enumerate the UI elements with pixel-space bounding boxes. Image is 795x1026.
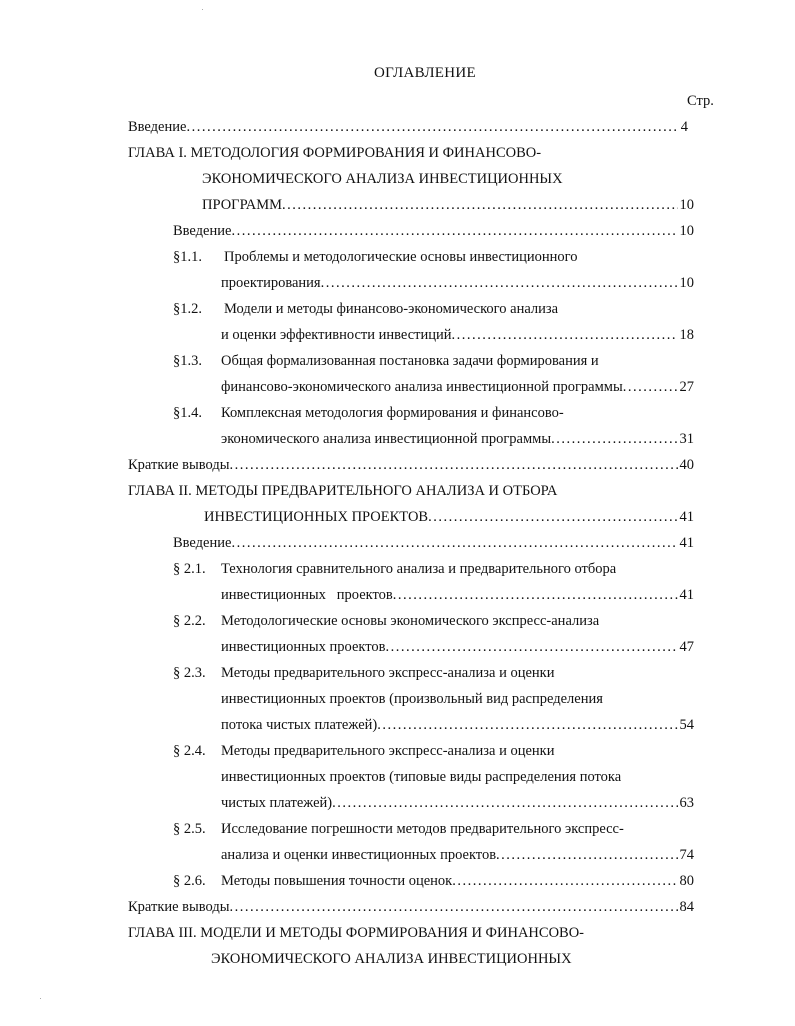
leader-dots (186, 118, 678, 136)
toc-entry-page: 40 (679, 457, 694, 473)
toc-entry-page: 10 (679, 223, 694, 239)
toc-entry-chapter-1[interactable] (202, 196, 694, 214)
leader-dots (452, 872, 677, 890)
toc-entry-intro[interactable] (128, 118, 688, 136)
section-number: § 2.1. (173, 561, 206, 577)
leader-dots (428, 508, 677, 526)
toc-entry-page: 74 (679, 847, 694, 863)
section-2-1-title[interactable]: Технология сравнительного анализа и предварительного отбора (221, 561, 617, 577)
section-2-5-title[interactable]: Исследование погрешности методов предварительного экспресс- (221, 821, 624, 837)
section-2-3-title-cont[interactable]: инвестиционных проектов (произвольный вид распределения (221, 691, 603, 707)
toc-entry-page: 41 (679, 535, 694, 551)
toc-entry-ch1-summary[interactable] (128, 456, 694, 474)
toc-entry-section-1-4[interactable] (221, 430, 694, 448)
section-number: §1.3. (173, 353, 202, 369)
toc-entry-label: финансово-экономического анализа инвестиционной программы (221, 379, 623, 395)
leader-dots (282, 196, 677, 214)
section-2-2-title[interactable]: Методологические основы экономического экспресс-анализа (221, 613, 600, 629)
page-column-label: Стр. (687, 93, 714, 109)
toc-entry-ch2-intro[interactable] (173, 534, 694, 552)
leader-dots (332, 794, 677, 812)
toc-entry-label: экономического анализа инвестиционной программы (221, 431, 552, 447)
leader-dots (231, 534, 677, 552)
toc-entry-ch1-intro[interactable] (173, 222, 694, 240)
toc-entry-label: проектирования (221, 275, 321, 291)
chapter-3-heading-cont[interactable]: ЭКОНОМИЧЕСКОГО АНАЛИЗА ИНВЕСТИЦИОННЫХ (211, 951, 572, 967)
toc-entry-page: 41 (679, 509, 694, 525)
toc-entry-label: Введение (173, 223, 232, 239)
toc-entry-label: Введение (128, 119, 187, 135)
toc-entry-chapter-2[interactable] (204, 508, 694, 526)
toc-entry-label: и оценки эффективности инвестиций (221, 327, 452, 343)
leader-dots (229, 456, 677, 474)
toc-entry-page: 10 (679, 197, 694, 213)
toc-entry-label: Методы повышения точности оценок (221, 873, 453, 889)
toc-entry-label: инвестиционных проектов (221, 587, 393, 603)
toc-entry-ch2-summary[interactable] (128, 898, 694, 916)
leader-dots (623, 378, 678, 396)
leader-dots (393, 586, 678, 604)
section-1-3-title[interactable]: Общая формализованная постановка задачи формирования и (221, 353, 599, 369)
scan-speck (202, 9, 203, 10)
chapter-1-heading[interactable]: ГЛАВА I. МЕТОДОЛОГИЯ ФОРМИРОВАНИЯ И ФИНАНСОВО- (128, 145, 542, 161)
section-1-1-title[interactable]: Проблемы и методологические основы инвестиционного (224, 249, 578, 265)
section-number: § 2.3. (173, 665, 206, 681)
scan-speck (40, 998, 41, 999)
toc-entry-page: 41 (679, 587, 694, 603)
chapter-2-heading[interactable]: ГЛАВА II. МЕТОДЫ ПРЕДВАРИТЕЛЬНОГО АНАЛИЗА И ОТБОРА (128, 483, 558, 499)
section-2-4-title[interactable]: Методы предварительного экспресс-анализа и оценки (221, 743, 555, 759)
chapter-1-heading-cont[interactable]: ЭКОНОМИЧЕСКОГО АНАЛИЗА ИНВЕСТИЦИОННЫХ (202, 171, 563, 187)
leader-dots (551, 430, 677, 448)
toc-entry-page: 27 (679, 379, 694, 395)
toc-title: ОГЛАВЛЕНИЕ (374, 65, 476, 81)
leader-dots (321, 274, 678, 292)
toc-entry-section-2-3[interactable] (221, 716, 694, 734)
toc-entry-section-2-4[interactable] (221, 794, 694, 812)
toc-entry-page: 18 (679, 327, 694, 343)
toc-entry-page: 4 (680, 119, 688, 135)
toc-entry-page: 80 (679, 873, 694, 889)
toc-entry-label: анализа и оценки инвестиционных проектов (221, 847, 497, 863)
section-number: §1.2. (173, 301, 202, 317)
leader-dots (452, 326, 678, 344)
section-2-3-title[interactable]: Методы предварительного экспресс-анализа и оценки (221, 665, 555, 681)
toc-entry-section-1-3[interactable] (221, 378, 694, 396)
section-number: § 2.2. (173, 613, 206, 629)
toc-entry-section-2-5[interactable] (221, 846, 694, 864)
toc-entry-page: 47 (679, 639, 694, 655)
toc-entry-page: 54 (679, 717, 694, 733)
leader-dots (496, 846, 677, 864)
section-number: § 2.4. (173, 743, 206, 759)
section-number: §1.4. (173, 405, 202, 421)
section-1-2-title[interactable]: Модели и методы финансово-экономического анализа (224, 301, 559, 317)
section-2-4-title-cont[interactable]: инвестиционных проектов (типовые виды распределения потока (221, 769, 622, 785)
toc-entry-label: Введение (173, 535, 232, 551)
toc-entry-page: 63 (679, 795, 694, 811)
toc-entry-section-1-2[interactable] (221, 326, 694, 344)
toc-entry-section-2-1[interactable] (221, 586, 694, 604)
chapter-3-heading[interactable]: ГЛАВА III. МОДЕЛИ И МЕТОДЫ ФОРМИРОВАНИЯ И ФИНАНСОВО- (128, 925, 585, 941)
toc-entry-label: ПРОГРАММ (202, 197, 283, 213)
toc-entry-page: 10 (679, 275, 694, 291)
toc-entry-label: инвестиционных проектов (221, 639, 386, 655)
toc-entry-section-2-6[interactable] (221, 872, 694, 890)
toc-entry-label: Краткие выводы (128, 899, 230, 915)
toc-entry-section-2-2[interactable] (221, 638, 694, 656)
toc-entry-label: ИНВЕСТИЦИОННЫХ ПРОЕКТОВ (204, 509, 429, 525)
leader-dots (229, 898, 677, 916)
section-number: §1.1. (173, 249, 202, 265)
toc-entry-label: потока чистых платежей) (221, 717, 378, 733)
leader-dots (231, 222, 677, 240)
toc-entry-label: чистых платежей) (221, 795, 333, 811)
section-number: § 2.5. (173, 821, 206, 837)
toc-entry-section-1-1[interactable] (221, 274, 694, 292)
section-1-4-title[interactable]: Комплексная методология формирования и финансово- (221, 405, 564, 421)
toc-entry-page: 31 (679, 431, 694, 447)
toc-entry-page: 84 (679, 899, 694, 915)
leader-dots (385, 638, 677, 656)
leader-dots (377, 716, 677, 734)
section-number: § 2.6. (173, 873, 206, 889)
toc-entry-label: Краткие выводы (128, 457, 230, 473)
